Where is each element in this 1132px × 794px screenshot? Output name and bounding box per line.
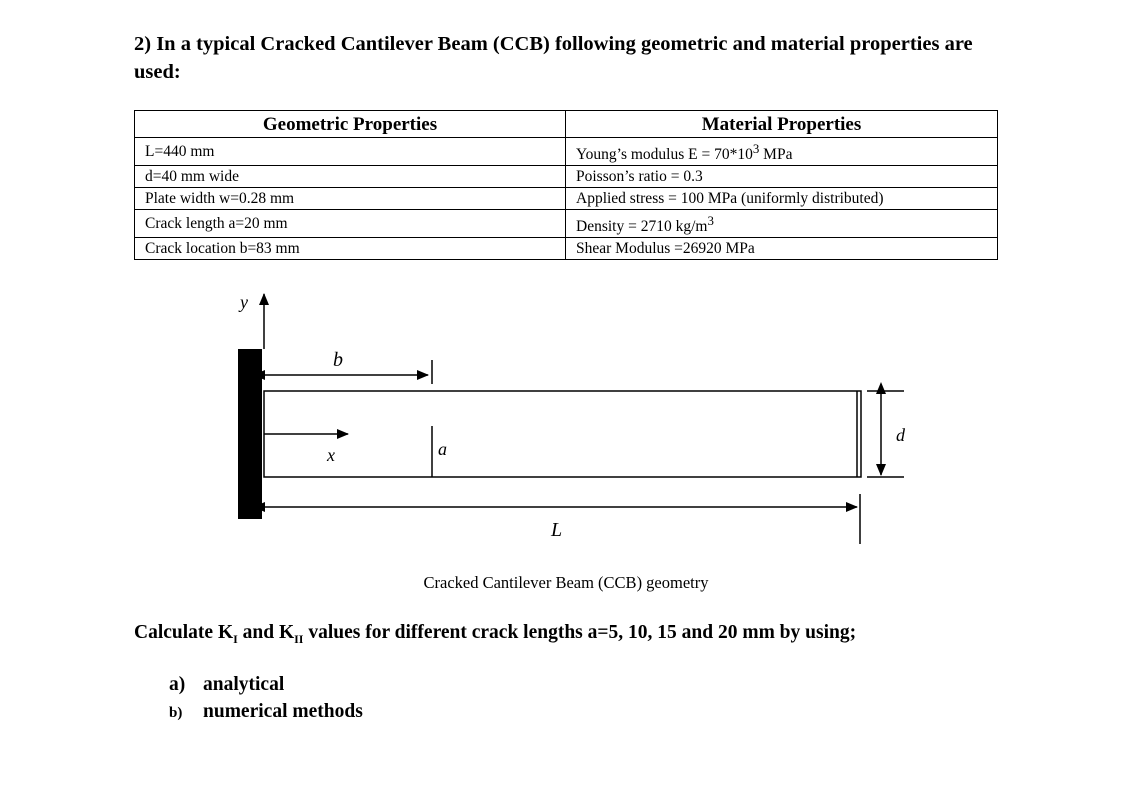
figure-caption: Cracked Cantilever Beam (CCB) geometry: [423, 573, 709, 592]
geometric-cell: d=40 mm wide: [135, 166, 566, 188]
a-label: a: [438, 439, 447, 459]
material-cell: Poisson’s ratio = 0.3: [566, 166, 998, 188]
geometric-cell: Plate width w=0.28 mm: [135, 188, 566, 210]
option-item: [169, 701, 363, 723]
geometric-cell: Crack location b=83 mm: [135, 238, 566, 260]
option-marker: b): [169, 705, 183, 721]
material-cell: Applied stress = 100 MPa (uniformly distributed): [566, 188, 998, 210]
material-header: Material Properties: [566, 111, 998, 138]
material-cell: Shear Modulus =26920 MPa: [566, 238, 998, 260]
l-label: L: [551, 519, 563, 541]
option-text: numerical methods: [203, 701, 363, 722]
x-axis-label: x: [327, 445, 335, 465]
task-statement: Calculate $K_I$ and $K_{II}$ values for different crack lengths a=5, 10, 15 and 20 mm by using;: [134, 622, 857, 646]
option-item: [169, 674, 284, 696]
beam: [264, 391, 861, 477]
material-cell: Young’s modulus $E = 70*10^3$ MPa: [566, 138, 998, 166]
option-text: analytical: [203, 674, 285, 695]
geometric-cell: L=440 mm: [135, 138, 566, 166]
question-text: In a typical Cracked Cantilever Beam (CCB) following geometric and material properties are used:: [134, 33, 973, 83]
y-axis-label: y: [240, 292, 248, 312]
material-cell: Density = 2710 $kg/m^3$: [566, 210, 998, 238]
geometric-header: Geometric Properties: [135, 111, 566, 138]
option-marker: a): [169, 674, 186, 695]
fixed-wall: [238, 349, 262, 519]
b-label: b: [333, 349, 343, 371]
d-label: d: [896, 425, 905, 445]
geometric-cell: Crack length a=20 mm: [135, 210, 566, 238]
question-number: 2): [134, 33, 152, 55]
